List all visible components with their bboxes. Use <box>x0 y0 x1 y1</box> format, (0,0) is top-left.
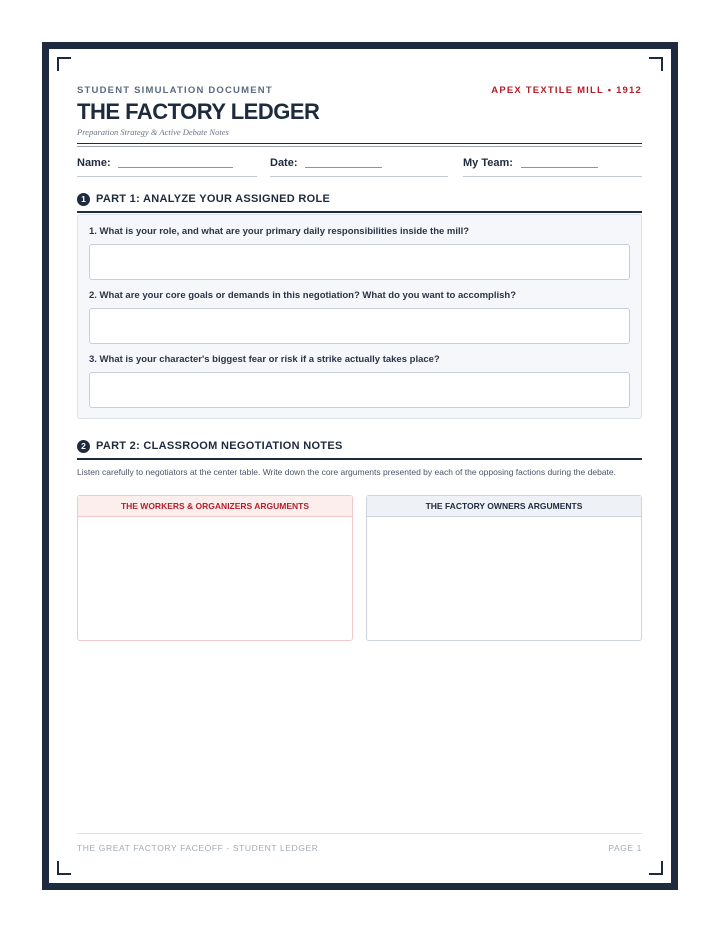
part1-heading <box>77 193 642 213</box>
part2-number-badge: 2 <box>77 440 90 453</box>
answer-box-2[interactable] <box>89 308 630 344</box>
header-eyebrow-row <box>77 85 642 97</box>
document-sheet <box>49 49 671 883</box>
corner-mark-bottom-left <box>57 861 71 875</box>
date-label: Date: <box>270 157 298 169</box>
footer-document-name: THE GREAT FACTORY FACEOFF - STUDENT LEDGER <box>77 843 319 853</box>
name-field[interactable] <box>77 154 257 177</box>
team-blank[interactable] <box>521 167 598 168</box>
owners-arguments-title: THE FACTORY OWNERS ARGUMENTS <box>367 496 641 517</box>
team-label: My Team: <box>463 157 513 169</box>
name-label: Name: <box>77 157 111 169</box>
document-content <box>77 49 642 883</box>
role-analysis-panel <box>77 214 642 419</box>
footer-page-number: PAGE 1 <box>608 843 642 853</box>
part1-title: PART 1: ANALYZE YOUR ASSIGNED ROLE <box>96 193 331 205</box>
part2-instructions: Listen carefully to negotiators at the center table. Write down the core arguments presented by each of the opposing factions during the debate. <box>77 467 616 477</box>
answer-box-1[interactable] <box>89 244 630 280</box>
part2-heading <box>77 440 642 460</box>
question-1: 1. What is your role, and what are your primary daily responsibilities inside the mill? <box>89 226 470 237</box>
corner-mark-top-left <box>57 57 71 71</box>
corner-mark-top-right <box>649 57 663 71</box>
question-2: 2. What are your core goals or demands in this negotiation? What do you want to accomplish? <box>89 290 517 301</box>
page-border <box>42 42 678 890</box>
document-type-label: STUDENT SIMULATION DOCUMENT <box>77 85 273 96</box>
question-3: 3. What is your character's biggest fear or risk if a strike actually takes place? <box>89 354 440 365</box>
team-field[interactable] <box>463 154 642 177</box>
date-field[interactable] <box>270 154 448 177</box>
name-blank[interactable] <box>118 167 233 168</box>
date-blank[interactable] <box>305 167 382 168</box>
student-info-fields <box>77 154 642 176</box>
page-title: THE FACTORY LEDGER <box>77 99 320 124</box>
part1-number-badge: 1 <box>77 193 90 206</box>
page-footer <box>77 833 642 854</box>
owners-arguments-box[interactable] <box>366 495 642 641</box>
workers-arguments-title: THE WORKERS & ORGANIZERS ARGUMENTS <box>78 496 352 517</box>
corner-mark-bottom-right <box>649 861 663 875</box>
workers-arguments-box[interactable] <box>77 495 353 641</box>
setting-label: APEX TEXTILE MILL • 1912 <box>491 85 642 96</box>
page-subtitle: Preparation Strategy & Active Debate Notes <box>77 127 229 137</box>
part2-title: PART 2: CLASSROOM NEGOTIATION NOTES <box>96 440 343 452</box>
answer-box-3[interactable] <box>89 372 630 408</box>
header-divider <box>77 143 642 147</box>
